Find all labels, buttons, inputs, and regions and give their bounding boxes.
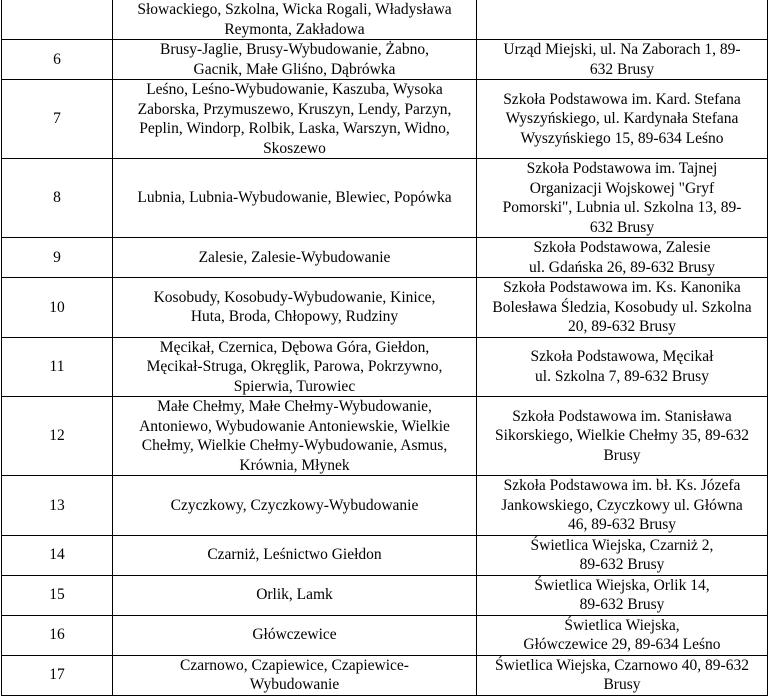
district-villages: Brusy-Jaglie, Brusy-Wybudowanie, Żabno, Gacnik, Małe Gliśno, Dąbrówka <box>113 40 477 80</box>
table-row <box>2 238 768 278</box>
district-location: Szkoła Podstawowa im. Ks. Kanonika Bolesława Śledzia, Kosobudy ul. Szkolna 20, 89-632 Brusy <box>477 278 768 338</box>
district-villages: Lubnia, Lubnia-Wybudowanie, Blewiec, Popówka <box>113 159 477 238</box>
district-villages: Słowackiego, Szkolna, Wicka Rogali, Władysława Reymonta, Zakładowa <box>113 0 477 40</box>
district-number: 12 <box>2 397 113 476</box>
district-location: Szkoła Podstawowa, Zalesie ul. Gdańska 26, 89-632 Brusy <box>477 238 768 278</box>
district-location <box>477 0 768 40</box>
district-location: Świetlica Wiejska, Czarnowo 40, 89-632 Brusy <box>477 655 768 695</box>
district-location: Szkoła Podstawowa, Męcikał ul. Szkolna 7, 89-632 Brusy <box>477 337 768 397</box>
table-row <box>2 575 768 615</box>
table-row <box>2 40 768 80</box>
district-number: 13 <box>2 476 113 536</box>
district-villages: Małe Chełmy, Małe Chełmy-Wybudowanie, Antoniewo, Wybudowanie Antoniewskie, Wielkie Chełmy, Wielkie Chełmy-Wybudowanie, Asmus, Krównia, Młynek <box>113 397 477 476</box>
table-row <box>2 535 768 575</box>
district-number: 11 <box>2 337 113 397</box>
district-villages: Zalesie, Zalesie-Wybudowanie <box>113 238 477 278</box>
district-villages: Męcikał, Czernica, Dębowa Góra, Giełdon, Męcikał-Struga, Okręglik, Parowa, Pokrzywno, Spierwia, Turowiec <box>113 337 477 397</box>
table-row <box>2 397 768 476</box>
district-villages: Czarniż, Leśnictwo Giełdon <box>113 535 477 575</box>
district-villages: Czarnowo, Czapiewice, Czapiewice- Wybudowanie <box>113 655 477 695</box>
district-location: Świetlica Wiejska, Orlik 14, 89-632 Brusy <box>477 575 768 615</box>
district-villages: Orlik, Lamk <box>113 575 477 615</box>
district-villages: Kosobudy, Kosobudy-Wybudowanie, Kinice, Huta, Broda, Chłopowy, Rudziny <box>113 278 477 338</box>
table-row <box>2 0 768 40</box>
table-row <box>2 615 768 655</box>
table-row <box>2 159 768 238</box>
district-number: 14 <box>2 535 113 575</box>
table-row <box>2 655 768 695</box>
table-row <box>2 80 768 159</box>
table-body <box>2 0 768 695</box>
district-location: Szkoła Podstawowa im. Stanisława Sikorskiego, Wielkie Chełmy 35, 89-632 Brusy <box>477 397 768 476</box>
polling-districts-table <box>1 0 768 696</box>
district-location: Szkoła Podstawowa im. Kard. Stefana Wyszyńskiego, ul. Kardynała Stefana Wyszyńskiego 15, 89-634 Leśno <box>477 80 768 159</box>
district-number: 15 <box>2 575 113 615</box>
district-number: 9 <box>2 238 113 278</box>
table-row <box>2 337 768 397</box>
district-location: Świetlica Wiejska, Główczewice 29, 89-634 Leśno <box>477 615 768 655</box>
district-villages: Czyczkowy, Czyczkowy-Wybudowanie <box>113 476 477 536</box>
district-number: 17 <box>2 655 113 695</box>
table-row <box>2 476 768 536</box>
district-number <box>2 0 113 40</box>
district-villages: Leśno, Leśno-Wybudowanie, Kaszuba, Wysoka Zaborska, Przymuszewo, Kruszyn, Lendy, Parzyn, Peplin, Windorp, Rolbik, Laska, Warszyn, Widno, Skoszewo <box>113 80 477 159</box>
district-location: Szkoła Podstawowa im. Tajnej Organizacji Wojskowej "Gryf Pomorski", Lubnia ul. Szkolna 13, 89- 632 Brusy <box>477 159 768 238</box>
district-number: 7 <box>2 80 113 159</box>
district-villages: Główczewice <box>113 615 477 655</box>
district-number: 6 <box>2 40 113 80</box>
district-location: Szkoła Podstawowa im. bł. Ks. Józefa Jankowskiego, Czyczkowy ul. Główna 46, 89-632 Brusy <box>477 476 768 536</box>
district-number: 16 <box>2 615 113 655</box>
district-number: 10 <box>2 278 113 338</box>
district-location: Świetlica Wiejska, Czarniż 2, 89-632 Brusy <box>477 535 768 575</box>
district-location: Urząd Miejski, ul. Na Zaborach 1, 89- 632 Brusy <box>477 40 768 80</box>
district-number: 8 <box>2 159 113 238</box>
table-row <box>2 278 768 338</box>
